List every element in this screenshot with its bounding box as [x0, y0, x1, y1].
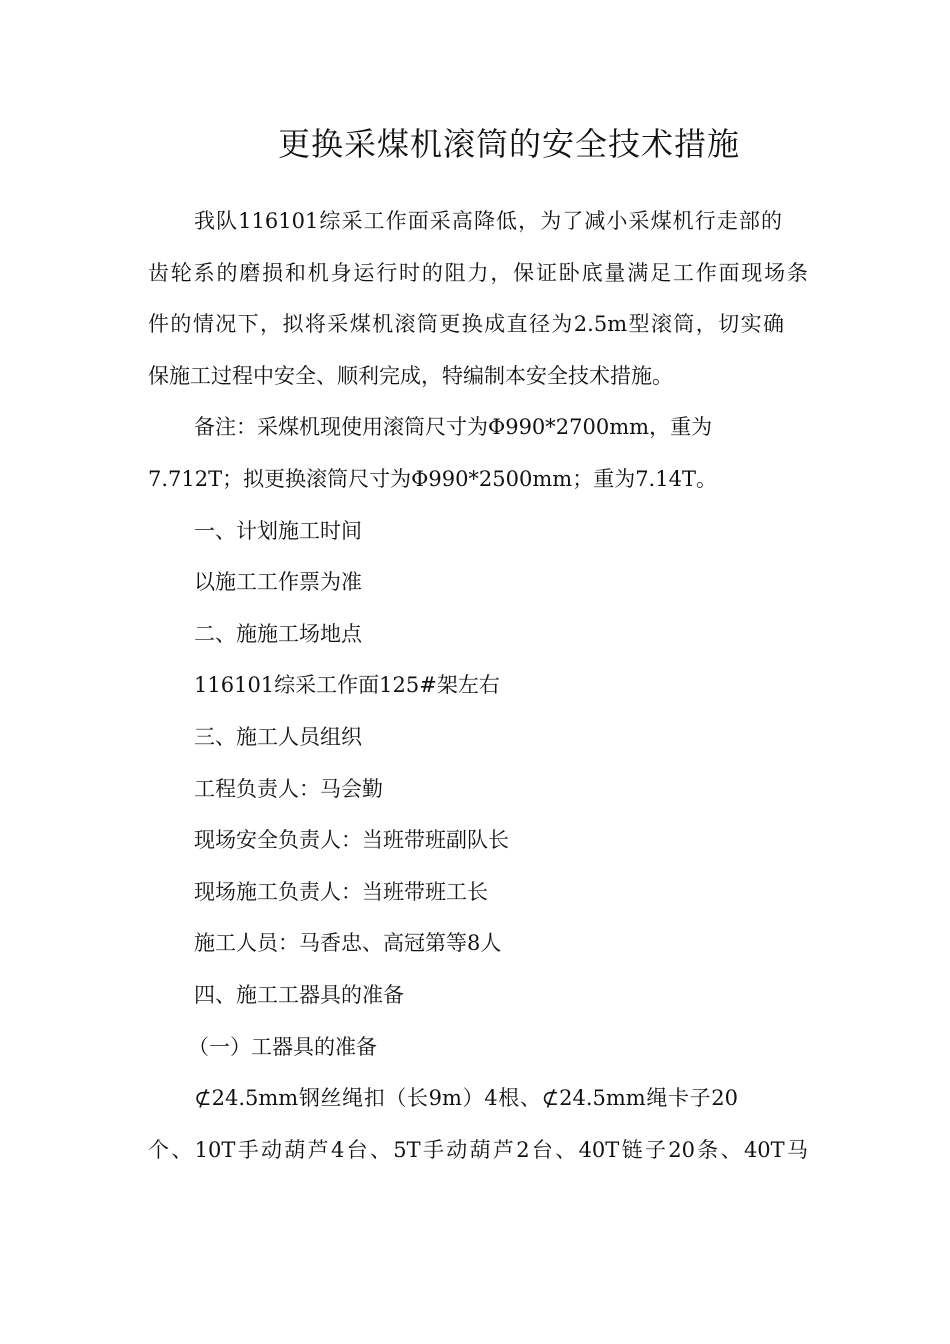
subsection-heading: （一）工器具的准备	[188, 1034, 377, 1059]
paragraph-line: ⊄24.5mm钢丝绳扣（长9m）4根、⊄24.5mm绳卡子20	[194, 1086, 738, 1111]
section-text: 现场施工负责人：当班带班工长	[194, 879, 488, 904]
note-line: 备注：采煤机现使用滚筒尺寸为Φ990*2700mm，重为	[194, 415, 713, 440]
section-text: 现场安全负责人：当班带班副队长	[194, 828, 509, 853]
section-text: 116101综采工作面125#架左右	[194, 673, 500, 698]
section-heading: 一、计划施工时间	[194, 518, 362, 543]
document-title: 更换采煤机滚筒的安全技术措施	[277, 125, 740, 163]
document-body	[148, 196, 808, 1176]
paragraph-line: 件的情况下，拟将采煤机滚筒更换成直径为2.5m型滚筒，切实确	[148, 312, 784, 337]
paragraph-line: 齿轮系的磨损和机身运行时的阻力，保证卧底量满足工作面现场条	[148, 260, 808, 285]
paragraph-line: 我队116101综采工作面采高降低，为了减小采煤机行走部的	[194, 209, 782, 233]
section-text: 工程负责人：马会勤	[194, 776, 383, 801]
section-text: 以施工工作票为准	[194, 570, 362, 595]
section-text: 施工人员：马香忠、高冠第等8人	[194, 931, 502, 956]
section-heading: 二、施施工场地点	[194, 621, 362, 646]
note-line: 7.712T；拟更换滚筒尺寸为Φ990*2500mm；重为7.14T。	[148, 466, 717, 491]
section-heading: 三、施工人员组织	[194, 724, 362, 749]
paragraph-line: 个、10T手动葫芦4台、5T手动葫芦2台、40T链子20条、40T马	[148, 1137, 808, 1162]
section-heading: 四、施工工器具的准备	[194, 982, 404, 1007]
paragraph-line: 保施工过程中安全、顺利完成，特编制本安全技术措施。	[148, 363, 673, 388]
